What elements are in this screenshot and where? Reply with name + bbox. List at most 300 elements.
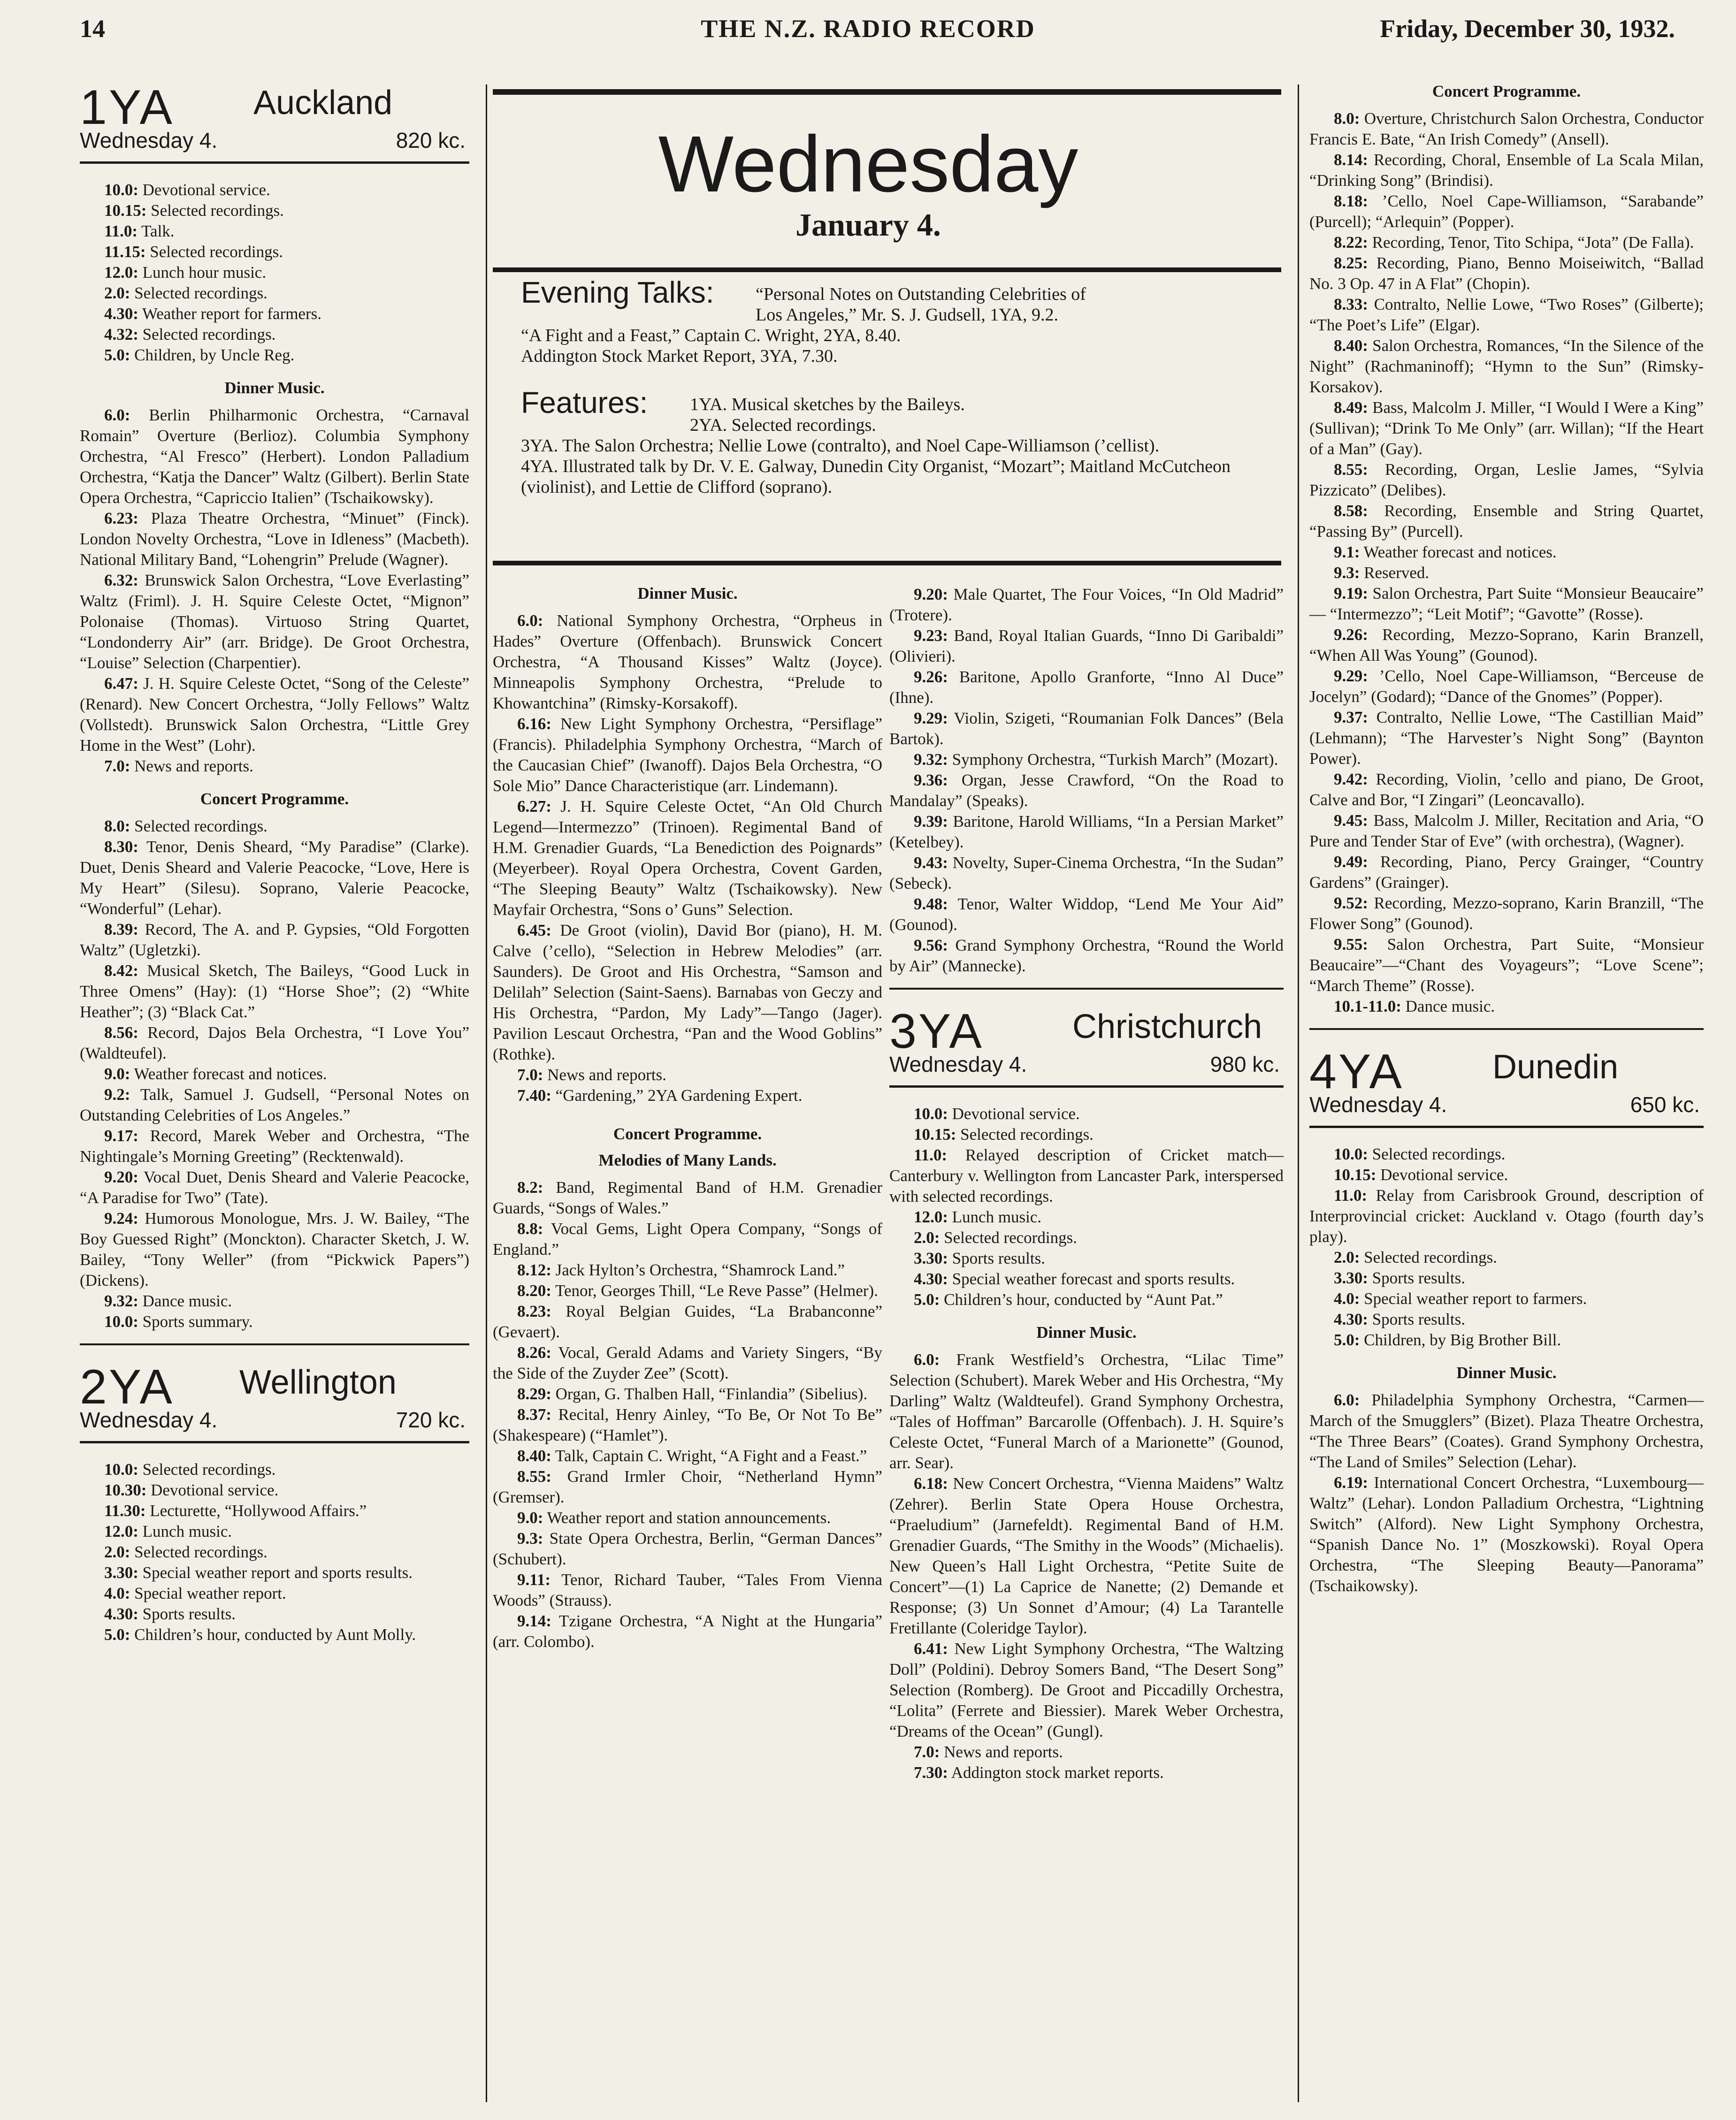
- schedule-time: 5.0:: [104, 346, 130, 364]
- schedule-text: Musical Sketch, The Baileys, “Good Luck in Three Omens” (Hay): (1) “Horse Shoe”; (2) “White Heather”; (3) “Black Cat.”: [80, 961, 470, 1021]
- schedule-item: [889, 667, 1284, 708]
- schedule-item: [493, 714, 882, 796]
- schedule-time: 11.30:: [104, 1502, 146, 1520]
- station-separator: [889, 988, 1284, 990]
- schedule-item: [1309, 1268, 1704, 1289]
- schedule-item: [493, 1177, 882, 1219]
- schedule-time: 8.40:: [517, 1447, 551, 1465]
- schedule-item: [889, 1228, 1284, 1248]
- page-number: 14: [80, 15, 105, 43]
- schedule-time: 8.49:: [1334, 398, 1368, 417]
- schedule-text: Talk, Samuel J. Gudsell, “Personal Notes on Outstanding Celebrities of Los Angeles.”: [80, 1085, 470, 1124]
- schedule-text: Tenor, Walter Widdop, “Lend Me Your Aid” (Gounod).: [889, 895, 1284, 934]
- schedule-time: 7.40:: [517, 1086, 551, 1105]
- schedule-item: [493, 1065, 882, 1085]
- schedule-1ya-dinner: [80, 405, 469, 777]
- schedule-time: 9.32:: [104, 1292, 138, 1310]
- schedule-item: [493, 1570, 882, 1611]
- schedule-time: 9.1:: [1334, 543, 1360, 561]
- schedule-time: 9.24:: [104, 1209, 138, 1228]
- schedule-text: Sports results.: [1372, 1269, 1466, 1287]
- schedule-time: 10.30:: [104, 1481, 147, 1499]
- schedule-time: 8.26:: [517, 1343, 551, 1362]
- schedule-time: 6.0:: [914, 1350, 940, 1369]
- schedule-time: 6.47:: [104, 674, 138, 693]
- schedule-time: 7.0:: [104, 757, 130, 775]
- schedule-text: J. H. Squire Celeste Octet, “An Old Church Legend—Intermezzo” (Trinoen). Regimental Band of H.M. Grenadier Guards, “La Benediction des Poignards” (Meyerbeer). Royal Opera Orchestra, Covent Garden, “The Sleeping Beauty” Waltz (Tschaikowsky). New Mayfair Orchestra, “Sons o’ Guns” Selection.: [493, 797, 883, 919]
- issue-date: Friday, December 30, 1932.: [1380, 15, 1675, 43]
- schedule-item: [80, 283, 469, 304]
- schedule-text: Children, by Uncle Reg.: [134, 346, 295, 364]
- schedule-4ya-dinner: [1309, 1390, 1704, 1596]
- schedule-text: Relayed description of Cricket match—Canterbury v. Wellington from Lancaster Park, interspersed with selected recordings.: [889, 1146, 1284, 1205]
- schedule-time: 3.30:: [914, 1249, 948, 1267]
- schedule-time: 9.56:: [914, 936, 948, 954]
- schedule-time: 8.42:: [104, 961, 138, 980]
- schedule-item: [1309, 1289, 1704, 1309]
- schedule-item: [80, 1064, 469, 1084]
- features: [521, 386, 1253, 497]
- section-heading: Dinner Music.: [1456, 1364, 1557, 1382]
- schedule-item: [1309, 336, 1704, 397]
- schedule-item: [1309, 563, 1704, 583]
- schedule-time: 8.8:: [517, 1220, 543, 1238]
- schedule-text: Selected recordings.: [1364, 1248, 1497, 1266]
- schedule-time: 4.30:: [914, 1270, 948, 1288]
- station-header-2ya: [80, 1360, 469, 1434]
- schedule-text: Devotional service.: [1380, 1166, 1508, 1184]
- schedule-time: 6.19:: [1334, 1473, 1368, 1492]
- schedule-text: Selected recordings.: [134, 817, 268, 835]
- schedule-time: 9.43:: [914, 854, 948, 872]
- schedule-time: 11.0:: [1334, 1186, 1367, 1205]
- schedule-text: Selected recordings.: [960, 1125, 1094, 1144]
- schedule-time: 12.0:: [104, 1522, 138, 1540]
- schedule-text: Male Quartet, The Four Voices, “In Old Madrid” (Trotere).: [889, 585, 1284, 624]
- schedule-item: [1309, 1472, 1704, 1596]
- schedule-time: 9.29:: [914, 709, 948, 727]
- schedule-text: Special weather report to farmers.: [1364, 1289, 1587, 1308]
- schedule-item: [493, 1384, 882, 1404]
- schedule-item: [493, 1466, 882, 1508]
- station-call: 2YA: [80, 1360, 174, 1414]
- schedule-time: 6.0:: [1334, 1391, 1360, 1409]
- schedule-time: 8.55:: [1334, 460, 1368, 479]
- schedule-time: 7.0:: [517, 1066, 543, 1084]
- schedule-text: Sports summary.: [142, 1312, 253, 1331]
- schedule-2ya-morning: [80, 1459, 469, 1645]
- schedule-time: 9.42:: [1334, 770, 1368, 788]
- banner-bottom-rule: [493, 561, 1281, 565]
- schedule-item: [80, 345, 469, 366]
- schedule-text: Weather forecast and notices.: [134, 1065, 327, 1083]
- schedule-text: Selected recordings.: [1372, 1145, 1506, 1163]
- schedule-text: Selected recordings.: [150, 243, 283, 261]
- schedule-item: [889, 770, 1284, 811]
- schedule-item: [80, 1604, 469, 1624]
- station-header-3ya: [889, 1004, 1284, 1079]
- schedule-item: [1309, 934, 1704, 996]
- schedule-item: [889, 1124, 1284, 1145]
- schedule-item: [80, 1126, 469, 1167]
- talks-line: “Personal Notes on Outstanding Celebrities of: [756, 284, 1086, 304]
- banner-date: January 4.: [795, 207, 941, 243]
- schedule-text: Selected recordings.: [151, 201, 284, 220]
- schedule-text: Vocal Gems, Light Opera Company, “Songs of England.”: [493, 1220, 882, 1258]
- schedule-time: 2.0:: [1334, 1248, 1360, 1266]
- schedule-time: 3.30:: [104, 1563, 138, 1582]
- schedule-1ya-morning: [80, 180, 469, 366]
- schedule-item: [493, 1446, 882, 1466]
- schedule-text: News and reports.: [944, 1743, 1063, 1761]
- schedule-time: 8.14:: [1334, 151, 1368, 169]
- schedule-text: Weather report for farmers.: [142, 305, 322, 323]
- schedule-item: [889, 811, 1284, 853]
- schedule-time: 8.56:: [104, 1023, 138, 1042]
- section-heading: Dinner Music.: [224, 379, 325, 397]
- schedule-item: [80, 1583, 469, 1604]
- schedule-time: 9.32:: [914, 750, 948, 769]
- station-call: 1YA: [80, 80, 174, 135]
- schedule-text: Selected recordings.: [944, 1228, 1077, 1247]
- schedule-text: Lunch hour music.: [142, 263, 267, 282]
- schedule-text: Sports results.: [952, 1249, 1046, 1267]
- schedule-text: Band, Royal Italian Guards, “Inno Di Garibaldi” (Olivieri).: [889, 626, 1284, 665]
- schedule-text: Tenor, Denis Sheard, “My Paradise” (Clarke). Duet, Denis Sheard and Valerie Peacocke, “Love, Here is My Heart” (Silesu). Soprano, Valerie Peacocke, “Wonderful” (Lehar).: [80, 838, 469, 918]
- schedule-time: 8.0:: [104, 817, 130, 835]
- schedule-time: 9.0:: [104, 1065, 130, 1083]
- schedule-time: 10.0:: [104, 1460, 138, 1479]
- schedule-time: 10.0:: [104, 181, 138, 199]
- schedule-item: [80, 242, 469, 262]
- schedule-text: Devotional service.: [151, 1481, 279, 1499]
- schedule-time: 8.0:: [1334, 109, 1360, 128]
- schedule-text: Vocal Duet, Denis Sheard and Valerie Peacocke, “A Paradise for Two” (Tate).: [80, 1168, 469, 1207]
- schedule-item: [493, 1404, 882, 1446]
- schedule-text: News and reports.: [134, 757, 253, 775]
- schedule-time: 2.0:: [104, 1543, 130, 1561]
- schedule-time: 9.26:: [1334, 625, 1368, 644]
- talks-line: “A Fight and a Feast,” Captain C. Wright, 2YA, 8.40.: [521, 326, 901, 345]
- schedule-text: Talk.: [141, 222, 175, 240]
- schedule-text: Lecturette, “Hollywood Affairs.”: [150, 1502, 367, 1520]
- schedule-text: Addington stock market reports.: [951, 1763, 1164, 1782]
- schedule-time: 9.0:: [517, 1509, 543, 1527]
- schedule-text: Children’s hour, conducted by “Aunt Pat.”: [944, 1290, 1223, 1309]
- features-label: Features:: [521, 386, 648, 419]
- schedule-item: [80, 1291, 469, 1312]
- schedule-2ya-concert-b: [889, 584, 1284, 976]
- station-separator: [80, 1343, 469, 1345]
- schedule-time: 5.0:: [1334, 1331, 1360, 1349]
- station-frequency: 820 kc.: [396, 128, 466, 153]
- schedule-time: 8.12:: [517, 1261, 551, 1279]
- schedule-text: Grand Symphony Orchestra, “Round the World by Air” (Mannecke).: [889, 936, 1284, 975]
- station-header-4ya: [1309, 1045, 1704, 1119]
- schedule-time: 9.45:: [1334, 811, 1368, 830]
- schedule-time: 9.3:: [517, 1529, 543, 1548]
- schedule-text: Reserved.: [1364, 564, 1430, 582]
- talks-line: Addington Stock Market Report, 3YA, 7.30.: [521, 346, 838, 366]
- column-3: [889, 584, 1284, 1783]
- station-city: Wellington: [239, 1364, 397, 1401]
- schedule-item: [80, 756, 469, 777]
- schedule-time: 8.30:: [104, 838, 138, 856]
- schedule-text: Violin, Szigeti, “Roumanian Folk Dances” (Bela Bartok).: [889, 709, 1284, 748]
- schedule-time: 9.20:: [914, 585, 948, 603]
- station-header-1ya: [80, 80, 469, 155]
- schedule-time: 6.0:: [104, 406, 130, 424]
- section-heading: Concert Programme.: [1432, 82, 1581, 100]
- station-call: 4YA: [1309, 1045, 1404, 1099]
- station-call: 3YA: [889, 1004, 984, 1059]
- schedule-item: [80, 1480, 469, 1501]
- schedule-text: “Gardening,” 2YA Gardening Expert.: [555, 1086, 803, 1105]
- schedule-text: Children, by Big Brother Bill.: [1364, 1331, 1561, 1349]
- schedule-text: Sports results.: [1372, 1310, 1466, 1328]
- schedule-item: [889, 708, 1284, 749]
- column-divider: [486, 84, 487, 2102]
- schedule-time: 11.0:: [914, 1146, 947, 1164]
- schedule-text: Bass, Malcolm J. Miller, “I Would I Were a King” (Sullivan); “Drink To Me Only” (arr. Willan); “If the Heart of a Man” (Gay).: [1309, 398, 1704, 458]
- schedule-text: Selected recordings.: [142, 1460, 276, 1479]
- schedule-time: 8.58:: [1334, 502, 1368, 520]
- schedule-text: Special weather report and sports results.: [142, 1563, 413, 1582]
- schedule-text: Recording, Ensemble and String Quartet, “Passing By” (Purcell).: [1309, 502, 1704, 541]
- schedule-text: Contralto, Nellie Lowe, “Two Roses” (Gilberte); “The Poet’s Life” (Elgar).: [1309, 295, 1704, 334]
- schedule-time: 9.3:: [1334, 564, 1360, 582]
- schedule-text: Recording, Piano, Benno Moiseiwitch, “Ballad No. 3 Op. 47 in A Flat” (Chopin).: [1309, 254, 1704, 293]
- schedule-text: Berlin Philharmonic Orchestra, “Carnaval Romain” Overture (Berlioz). Columbia Symphony Orchestra, “Al Fresco” (Herbert). London Palladium Orchestra, “Katja the Dancer” Waltz (Gilbert). Berlin State Opera Orchestra, “Capriccio Italien” (Tschaikowsky).: [80, 406, 469, 507]
- talks-label: Evening Talks:: [521, 275, 714, 309]
- schedule-text: Devotional service.: [142, 181, 270, 199]
- schedule-item: [80, 816, 469, 837]
- schedule-text: Weather forecast and notices.: [1363, 543, 1557, 561]
- schedule-time: 2.0:: [104, 284, 130, 302]
- schedule-text: Jack Hylton’s Orchestra, “Shamrock Land.”: [555, 1261, 845, 1279]
- schedule-item: [1309, 1309, 1704, 1330]
- schedule-text: Plaza Theatre Orchestra, “Minuet” (Finck). London Novelty Orchestra, “Love in Idleness” (Macbeth). National Military Band, “Lohengrin” Prelude (Wagner).: [80, 509, 469, 569]
- schedule-time: 12.0:: [914, 1208, 948, 1226]
- schedule-time: 9.11:: [517, 1571, 551, 1589]
- schedule-time: 10.15:: [914, 1125, 956, 1144]
- schedule-time: 6.16:: [517, 715, 551, 733]
- schedule-item: [1309, 1390, 1704, 1472]
- schedule-item: [1309, 852, 1704, 893]
- schedule-time: 4.0:: [1334, 1289, 1360, 1308]
- schedule-item: [493, 1301, 882, 1342]
- schedule-text: International Concert Orchestra, “Luxembourg—Waltz” (Lehar). London Palladium Orchestra, “Lightning Switch” (Alford). New Light Symphony Orchestra, “Spanish Dance No. 1” (Moszkowski). Royal Opera Orchestra, “The Sleeping Beauty—Panorama” (Tschaikowsky).: [1309, 1473, 1704, 1595]
- feature-line: 1YA. Musical sketches by the Baileys.: [690, 395, 965, 414]
- schedule-time: 9.19:: [1334, 584, 1368, 602]
- schedule-time: 9.17:: [104, 1127, 138, 1145]
- schedule-4ya-morning: [1309, 1144, 1704, 1350]
- schedule-text: Organ, G. Thalben Hall, “Finlandia” (Sibelius).: [555, 1385, 868, 1403]
- schedule-text: Recording, Organ, Leslie James, “Sylvia Pizzicato” (Delibes).: [1309, 460, 1704, 499]
- schedule-text: Children’s hour, conducted by Aunt Molly.: [134, 1625, 416, 1644]
- schedule-text: Recording, Tenor, Tito Schipa, “Jota” (De Falla).: [1372, 233, 1694, 252]
- schedule-item: [1309, 294, 1704, 336]
- schedule-text: De Groot (violin), David Bor (piano), H. M. Calve (’cello), “Selection in Hebrew Melodies” (arr. Saunders). De Groot and His Orchestra, “Samson and Delilah” Selection (Saint-Saens). Barnabas von Geczy and His Orchestra, “Pardon, My Lady”—Tango (Jager). Pavilion Lescaut Orchestra, “Pan and the Wood Goblins” (Rothke).: [493, 921, 883, 1063]
- schedule-item: [1309, 707, 1704, 769]
- station-rule: [1309, 1126, 1704, 1128]
- banner-top-rule: [493, 89, 1281, 95]
- schedule-text: Salon Orchestra, Part Suite, “Monsieur Beaucaire”—“Chant des Voyageurs”; “Love Scene”; “March Theme” (Rosse).: [1309, 935, 1704, 995]
- schedule-item: [889, 935, 1284, 976]
- station-rule: [80, 161, 469, 164]
- station-city: Christchurch: [1072, 1008, 1262, 1045]
- schedule-item: [1309, 1185, 1704, 1247]
- schedule-text: Special weather forecast and sports results.: [952, 1270, 1235, 1288]
- schedule-item: [80, 570, 469, 673]
- section-heading: Concert Programme.: [200, 790, 349, 808]
- schedule-time: 9.36:: [914, 771, 948, 789]
- schedule-time: 8.40:: [1334, 336, 1368, 355]
- schedule-text: Tenor, Georges Thill, “Le Reve Passe” (Helmer).: [555, 1281, 878, 1300]
- schedule-text: Record, The A. and P. Gypsies, “Old Forgotten Waltz” (Ugletzki).: [80, 920, 469, 959]
- schedule-time: 8.33:: [1334, 295, 1368, 313]
- schedule-item: [889, 1248, 1284, 1269]
- schedule-item: [889, 1269, 1284, 1289]
- station-frequency: 980 kc.: [1210, 1052, 1280, 1076]
- schedule-item: [80, 1167, 469, 1208]
- schedule-item: [80, 200, 469, 221]
- schedule-item: [889, 749, 1284, 770]
- schedule-item: [493, 920, 882, 1065]
- schedule-item: [493, 1528, 882, 1570]
- schedule-text: Dance music.: [142, 1292, 232, 1310]
- schedule-text: Selected recordings.: [134, 284, 268, 302]
- schedule-text: Selected recordings.: [134, 1543, 268, 1561]
- schedule-item: [1309, 232, 1704, 253]
- feature-line: 4YA. Illustrated talk by Dr. V. E. Galway, Dunedin City Organist, “Mozart”; Maitland McCutcheon (violinist), and Lettie de Clifford (soprano).: [521, 457, 1231, 497]
- schedule-time: 11.0:: [104, 222, 138, 240]
- schedule-text: Recording, Choral, Ensemble of La Scala Milan, “Drinking Song” (Brindisi).: [1309, 151, 1704, 190]
- schedule-time: 7.30:: [914, 1763, 948, 1782]
- schedule-text: Devotional service.: [952, 1105, 1080, 1123]
- schedule-time: 6.45:: [517, 921, 551, 939]
- station-frequency: 650 kc.: [1630, 1092, 1700, 1117]
- schedule-item: [1309, 253, 1704, 294]
- schedule-item: [80, 1312, 469, 1332]
- schedule-item: [80, 1501, 469, 1521]
- schedule-text: Recording, Violin, ’cello and piano, De Groot, Calve and Bor, “I Zingari” (Leoncavallo).: [1309, 770, 1704, 809]
- schedule-text: ’Cello, Noel Cape-Williamson, “Berceuse de Jocelyn” (Godard); “Dance of the Gnomes” (Popper).: [1309, 667, 1704, 706]
- schedule-time: 10.0:: [914, 1105, 948, 1123]
- schedule-text: News and reports.: [547, 1066, 666, 1084]
- publication-title: THE N.Z. RADIO RECORD: [701, 15, 1035, 43]
- schedule-text: Tenor, Richard Tauber, “Tales From Vienna Woods” (Strauss).: [493, 1571, 882, 1609]
- schedule-time: 6.27:: [517, 797, 551, 816]
- schedule-time: 8.23:: [517, 1302, 551, 1320]
- schedule-text: New Light Symphony Orchestra, “The Waltzing Doll” (Poldini). Debroy Somers Band, “The Desert Song” Selection (Romberg). De Groot and Piccadilly Orchestra, “Lolita” (Ferrete and Biessier). Marek Weber Orchestra, “Dreams of the Ocean” (Gungl).: [889, 1640, 1284, 1740]
- schedule-item: [889, 1742, 1284, 1762]
- schedule-time: 9.29:: [1334, 667, 1368, 685]
- schedule-item: [493, 1085, 882, 1106]
- schedule-item: [889, 1639, 1284, 1742]
- schedule-3ya-dinner: [889, 1350, 1284, 1783]
- schedule-item: [889, 1350, 1284, 1473]
- schedule-text: Bass, Malcolm J. Miller, Recitation and Aria, “O Pure and Tender Star of Eve” (with orchestra), (Wagner).: [1309, 811, 1704, 850]
- schedule-text: Salon Orchestra, Romances, “In the Silence of the Night” (Rachmaninoff); “Hymn to the Sun” (Rimsky-Korsakov).: [1309, 336, 1704, 396]
- column-4: [1309, 82, 1704, 1596]
- schedule-time: 8.20:: [517, 1281, 551, 1300]
- schedule-time: 2.0:: [914, 1228, 940, 1247]
- schedule-item: [889, 1104, 1284, 1124]
- station-rule: [889, 1085, 1284, 1088]
- schedule-item: [1309, 150, 1704, 191]
- schedule-item: [1309, 893, 1704, 934]
- feature-line: 2YA. Selected recordings.: [690, 415, 876, 435]
- schedule-item: [80, 837, 469, 919]
- schedule-item: [1309, 1247, 1704, 1268]
- schedule-text: J. H. Squire Celeste Octet, “Song of the Celeste” (Renard). New Concert Orchestra, “Jolly Fellows” Waltz (Vollstedt). Brunswick Salon Orchestra, “Little Grey Home in the West” (Lohr).: [80, 674, 469, 755]
- schedule-item: [493, 1508, 882, 1528]
- schedule-item: [1309, 108, 1704, 150]
- schedule-time: 12.0:: [104, 263, 138, 282]
- schedule-text: Baritone, Apollo Granforte, “Inno Al Duce” (Ihne).: [889, 668, 1284, 707]
- schedule-text: Recital, Henry Ainley, “To Be, Or Not To Be” (Shakespeare) (“Hamlet”).: [493, 1405, 883, 1444]
- station-rule: [80, 1441, 469, 1443]
- schedule-time: 9.23:: [914, 626, 948, 645]
- schedule-time: 10.15:: [104, 201, 147, 220]
- schedule-text: Salon Orchestra, Part Suite “Monsieur Beaucaire” — “Intermezzo”; “Leit Motif”; “Gavotte” (Rosse).: [1309, 584, 1704, 623]
- schedule-item: [80, 1542, 469, 1563]
- schedule-time: 10.15:: [1334, 1166, 1377, 1184]
- schedule-item: [889, 1207, 1284, 1228]
- schedule-text: Royal Belgian Guides, “La Brabanconne” (Gevaert).: [493, 1302, 882, 1341]
- schedule-item: [80, 1459, 469, 1480]
- section-heading: Concert Programme.: [613, 1125, 762, 1143]
- banner-mid-rule: [493, 267, 1281, 272]
- column-divider: [1298, 84, 1299, 2102]
- schedule-item: [889, 1289, 1284, 1310]
- schedule-time: 4.30:: [1334, 1310, 1368, 1328]
- schedule-text: New Light Symphony Orchestra, “Persiflage” (Francis). Philadelphia Symphony Orchestra, “March of the Caucasian Chief” (Iwanoff). Dajos Bela Orchestra, “O Sole Mio” Dance Characteristique (arr. Lindemann).: [493, 715, 882, 795]
- talks-line: Los Angeles,” Mr. S. J. Gudsell, 1YA, 9.2.: [756, 305, 1058, 325]
- schedule-text: Tzigane Orchestra, “A Night at the Hungaria” (arr. Colombo).: [493, 1612, 882, 1651]
- schedule-item: [889, 1145, 1284, 1207]
- schedule-text: Recording, Piano, Percy Grainger, “Country Gardens” (Grainger).: [1309, 853, 1704, 892]
- schedule-text: Lunch music.: [952, 1208, 1042, 1226]
- schedule-item: [1309, 542, 1704, 563]
- schedule-1ya-concert: [80, 816, 469, 1332]
- schedule-item: [889, 853, 1284, 894]
- schedule-time: 4.32:: [104, 325, 138, 343]
- schedule-text: ’Cello, Noel Cape-Williamson, “Sarabande” (Purcell); “Arlequin” (Popper).: [1309, 192, 1704, 231]
- schedule-item: [493, 1611, 882, 1652]
- schedule-time: 10.1-11.0:: [1334, 997, 1401, 1015]
- schedule-item: [80, 919, 469, 961]
- schedule-time: 4.0:: [104, 1584, 130, 1602]
- schedule-text: Symphony Orchestra, “Turkish March” (Mozart).: [952, 750, 1278, 769]
- schedule-item: [1309, 769, 1704, 810]
- schedule-item: [80, 324, 469, 345]
- schedule-time: 10.0:: [1334, 1145, 1368, 1163]
- schedule-item: [889, 894, 1284, 935]
- schedule-time: 7.0:: [914, 1743, 940, 1761]
- schedule-item: [1309, 459, 1704, 501]
- station-separator: [1309, 1028, 1704, 1030]
- schedule-item: [80, 508, 469, 570]
- station-day: Wednesday 4.: [80, 1408, 218, 1432]
- schedule-item: [493, 796, 882, 920]
- schedule-item: [80, 1521, 469, 1542]
- schedule-text: Overture, Christchurch Salon Orchestra, Conductor Francis E. Bate, “An Irish Comedy” (Ansell).: [1309, 109, 1704, 148]
- schedule-time: 9.2:: [104, 1085, 130, 1104]
- schedule-time: 9.14:: [517, 1612, 551, 1630]
- schedule-time: 4.30:: [104, 1605, 138, 1623]
